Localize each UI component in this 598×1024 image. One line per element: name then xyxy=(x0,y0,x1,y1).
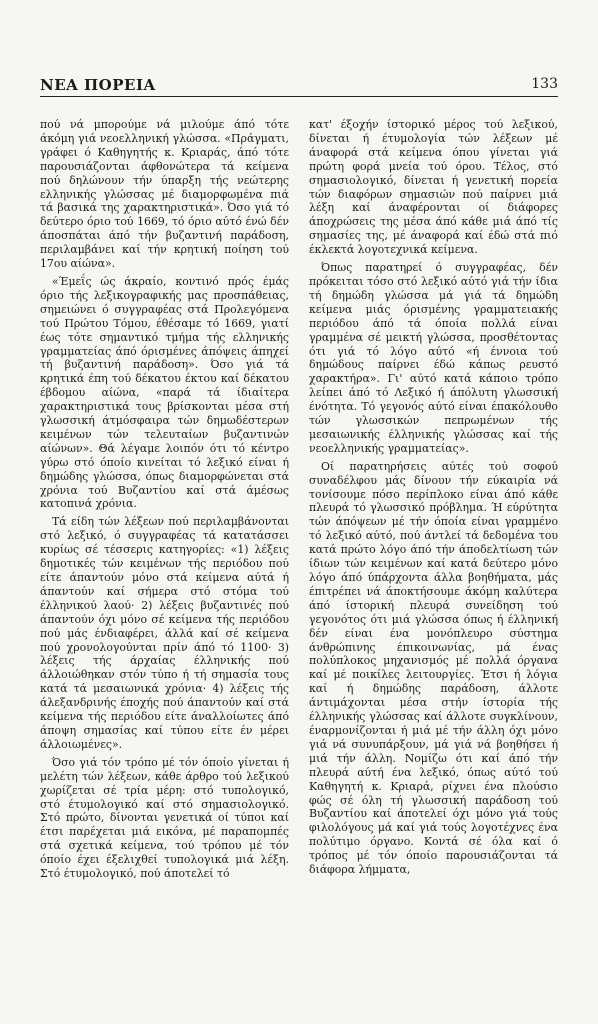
page-number: 133 xyxy=(531,76,558,92)
paragraph: κατ' έξοχήν ίστορικό μέρος τού λεξικού, δίνεται ή έτυμολογία τών λέξεων μέ άναφορά στά κείμενα όπου γίνεται γιά πρώτη φορά μνεία τού όρου. Τέλος, στό σημασιολογικό, δίνεται ή γενετική πορεία τών διαφόρων σημασιών πού παίρνει μιά λέξη καί άναφέρονται οί διάφορες άποχρώσεις της μέσα άπό κάθε μιά άπό τίς σημασίες της, μέ άναφορά καί έδώ στά πιό έκλεκτά λογοτεχνικά κείμενα. xyxy=(309,118,558,257)
paragraph: Τά είδη τών λέξεων πού περιλαμβάνονται στό λεξικό, ό συγγραφέας τά κατατάσσει κυρίως σέ τέσσερις κατηγορίες: «1) λέξεις δημοτικές τών κειμένων τής περιόδου πού είτε άπαντούν μόνο στά κείμενα αύτά ή άπαντούν καί σήμερα στό στόμα τού έλληνικού λαού· 2) λέξεις βυζαντινές πού άπαντούν όχι μόνο σέ κείμενα τής περιόδου πού μάς ένδιαφέρει, άλλά καί σέ κείμενα πού χρονολογούνται πρίν άπό τό 1100· 3) λέξεις τής άρχαίας έλληνικής πού άλλοιώθηκαν στόν τύπο ή τή σημασία τους κατά τά μεσαιωνικά χρόνια· 4) λέξεις τής άλεξανδρινής έποχής πού άπαντούν καί στά κείμενα τής περιόδου είτε άναλλοίωτες άπό άποψη σημασίας καί τύπου είτε έν μέρει άλλοιωμένες». xyxy=(40,515,289,751)
paragraph: Όπως παρατηρεί ό συγγραφέας, δέν πρόκειται τόσο στό λεξικό αύτό γιά τήν ίδια τή δημώδη γλώσσα μά γιά τά δημώδη κείμενα μιάς όρισμένης γραμματειακής περιόδου άπό τά όποία πολλά είναι γραμμένα σέ μεικτή γλώσσα, προσθέτοντας ότι γιά τό λόγο αύτό «ή έννοια τού δημώδους παίρνει έδώ κάπως ρευστό χαρακτήρα». Γι' αύτό κατά κάποιο τρόπο λείπει άπό τό Λεξικό ή άπόλυτη γλωσσική ένότητα. Τό γεγονός αύτό είναι έπακόλουθο τών γλωσσικών πεπρωμένων τής μεσαιωνικής έλληνικής γλώσσας καί τής νεοελληνικής γραμματείας». xyxy=(309,261,558,455)
journal-title: ΝΕΑ ΠΟΡΕΙΑ xyxy=(40,76,156,94)
right-column xyxy=(309,118,558,881)
paragraph: Οί παρατηρήσεις αύτές τού σοφού συναδέλφου μάς δίνουν τήν εύκαιρία νά τονίσουμε πόσο περίπλοκο είναι άπό κάθε πλευρά τό γλωσσικό πρόβλημα. Ή εύρύτητα τών άπόψεων μέ τήν όποία είναι γραμμένο τό λεξικό αύτό, πού άντλεί τά δεδομένα του κατά πρώτο λόγο άπό τήν άποδελτίωση τών ίδιων τών κειμένων καί κατά δεύτερο μόνο λόγο άπό ύπάρχοντα άλλα βοηθήματα, μάς έπιτρέπει νά άποκτήσουμε άκόμη καλύτερα άπό ίστορική πλευρά συνείδηση τού γεγονότος ότι μιά γλώσσα όπως ή έλληνική δέν είναι ένα μονόπλευρο σύστημα άνθρώπινης έπικοινωνίας, μά ένας πολύπλοκος μηχανισμός μέ πολλά όργανα καί μέ ποικίλες λειτουργίες. Έτσι ή λόγια καί ή δημώδης παράδοση, άλλοτε άντιμάχονται μέσα στήν ίστορία τής έλληνικής γλώσσας καί άλλοτε συγκλίνουν, έναρμονίζονται ή μιά μέ τήν άλλη όχι μόνο γιά νά συνυπάρξουν, μά γιά νά βοηθήσει ή μιά τήν άλλη. Νομίζω ότι καί άπό τήν πλευρά αύτή ένα λεξικό, όπως αύτό τού Καθηγητή κ. Κριαρά, ρίχνει ένα πλούσιο φώς σέ όλη τή γλωσσική παράδοση τού Βυζαντίου καί άποτελεί όχι μόνο γιά τούς φιλολόγους μά καί γιά τούς λογοτέχνες ένα πολύτιμο όργανο. Κοντά σέ όλα καί ό τρόπος μέ τόν όποίο παρουσιάζονται τά διάφορα λήμματα, xyxy=(309,459,558,877)
paragraph: πού νά μπορούμε νά μιλούμε άπό τότε άκόμη γιά νεοελληνική γλώσσα. «Πράγματι, γράφει ό Καθηγητής κ. Κριαράς, άπό τότε παρουσιάζονται άφθονώτερα τά κείμενα πού δηλώνουν τήν ύπαρξη τής νεώτερης ελληνικής γλώσσας μέ διαμορφωμένα πιά τά βασικά της χαρακτηριστικά». Όσο γιά τό δεύτερο όριο τού 1669, τό όριο αύτό ένώ δέν άποσπάται άπό τήν βυζαντινή παράδοση, περιλαμβάνει καί τήν κρητική ποίηση τού 17ου αίώνα». xyxy=(40,118,289,271)
running-header xyxy=(40,76,558,97)
paragraph: Όσο γιά τόν τρόπο μέ τόν όποίο γίνεται ή μελέτη τών λέξεων, κάθε άρθρο τού λεξικού χωρίζεται σέ τρία μέρη: στό τυπολογικό, στό έτυμολογικό καί στό σημασιολογικό. Στό πρώτο, δίνονται γενετικά οί τύποι καί έτσι παρέχεται μιά εικόνα, μέ παραπομπές στά σχετικά κείμενα, τού τρόπου μέ τόν όποίο έχει έξελιχθεί τυπολογικά μιά λέξη. Στό έτυμολογικό, πού άποτελεί τό xyxy=(40,755,289,881)
paragraph: «Έμεΐς ώς άκραίο, κοντινό πρός έμάς όριο τής λεξικογραφικής μας προσπάθειας, σημειώνει ό συγγραφέας στά Προλεγόμενα τού Πρώτου Τόμου, έθέσαμε τό 1669, γιατί έως τότε σημαντικό τμήμα τής ελληνικής γραμματείας άπό όρισμένες άπόψεις άπηχεί τή βυζαντινή παράδοση». Όσο γιά τά κρητικά έπη τού δέκατου έκτου καί δέκατου έβδομου αίώνα, «παρά τά ίδιαίτερα χαρακτηριστικά τους βρίσκονται μέσα στή γλωσσική άτμόσφαιρα τών δημωδέστερων κειμένων τών τελευταίων βυζαντινών αίώνων». Θά λέγαμε λοιπόν ότι τό κέντρο γύρω στό όποίο κινείται τό λεξικό είναι ή δημώδης γλώσσα, όπως διαμορφώνεται στά χρόνια τού Βυζαντίου καί στά άμέσως κατοπινά χρόνια. xyxy=(40,274,289,511)
left-column xyxy=(40,118,289,885)
